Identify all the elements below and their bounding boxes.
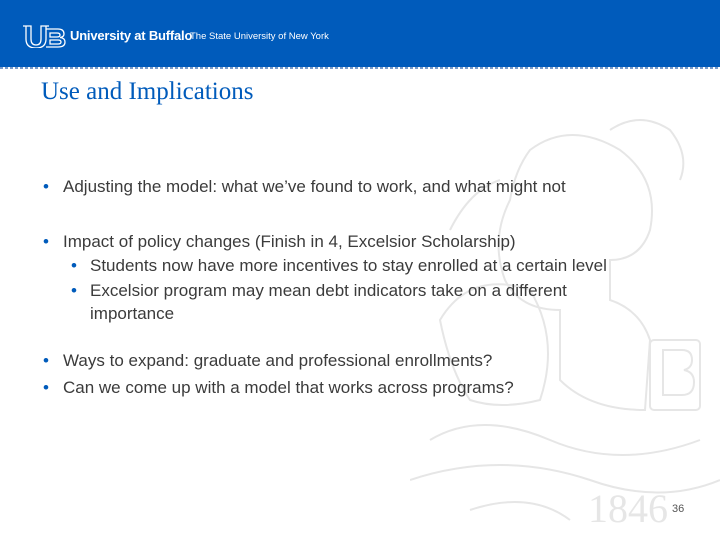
- bullet-icon: •: [71, 256, 77, 275]
- bullet-item: [43, 175, 703, 198]
- bullet-text: Students now have more incentives to stay enrolled at a certain level: [90, 256, 607, 275]
- sub-bullet-item: [71, 279, 650, 325]
- header-bar: [0, 0, 720, 67]
- bullet-text: Excelsior program may mean debt indicators take on a different importance: [90, 281, 567, 323]
- university-name: University at Buffalo: [70, 28, 193, 43]
- bullet-icon: •: [43, 177, 49, 196]
- bullet-icon: •: [43, 378, 49, 397]
- slide-title: Use and Implications: [41, 78, 254, 105]
- seal-year: 1846: [588, 486, 668, 531]
- header-divider: [0, 67, 720, 69]
- university-subtitle: The State University of New York: [190, 31, 329, 42]
- bullet-item: [43, 349, 703, 372]
- bullet-icon: •: [43, 232, 49, 251]
- bullet-icon: •: [43, 351, 49, 370]
- page-number: 36: [672, 503, 685, 515]
- bullet-text: Adjusting the model: what we’ve found to work, and what might not: [63, 177, 566, 196]
- bullet-text: Impact of policy changes (Finish in 4, Excelsior Scholarship): [63, 232, 516, 251]
- ub-logo-icon: [22, 24, 66, 48]
- sub-bullet-item: [71, 254, 700, 277]
- bullet-text: Ways to expand: graduate and professional enrollments?: [63, 351, 493, 370]
- bullet-text: Can we come up with a model that works across programs?: [63, 378, 514, 397]
- bullet-item: [43, 376, 703, 399]
- bullet-icon: •: [71, 281, 77, 300]
- bullet-item: [43, 230, 703, 253]
